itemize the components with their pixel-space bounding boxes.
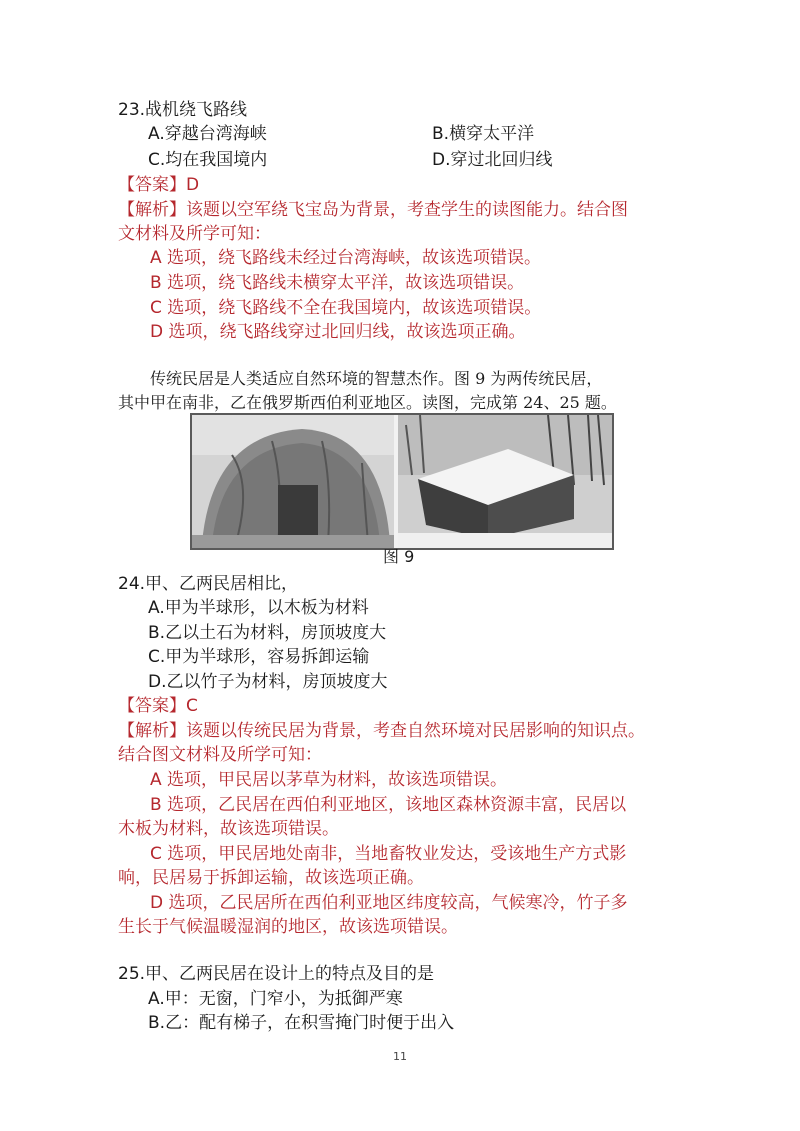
intro-line2: 其中甲在南非，乙在俄罗斯西伯利亚地区。读图，完成第 24、25 题。 xyxy=(118,393,617,412)
q25-option-a: A.甲：无窗，门窄小，为抵御严寒 xyxy=(148,989,403,1009)
answer-tag: 【答案】 xyxy=(118,175,186,195)
q23-point-c: C 选项，绕飞路线不全在我国境内，故该选项错误。 xyxy=(150,298,542,318)
q23-option-a: A.穿越台湾海峡 xyxy=(148,124,267,144)
q25-option-b: B.乙：配有梯子，在积雪掩门时便于出入 xyxy=(148,1013,455,1033)
answer-value: C xyxy=(186,696,198,716)
q24-point-d: D 选项，乙民居所在西伯利亚地区纬度较高，气候寒冷，竹子多 xyxy=(150,893,628,913)
figure-9-photos xyxy=(190,413,614,550)
q25-stem: 25.甲、乙两民居在设计上的特点及目的是 xyxy=(118,964,435,984)
q24-option-a: A.甲为半球形，以木板为材料 xyxy=(148,598,369,618)
q23-stem: 23.战机绕飞路线 xyxy=(118,100,248,120)
q24-option-c: C.甲为半球形，容易拆卸运输 xyxy=(148,647,370,667)
wooden-cabin-snow-image xyxy=(398,415,612,548)
q24-point-b-cont: 木板为材料，故该选项错误。 xyxy=(118,819,339,839)
answer-tag: 【答案】 xyxy=(118,696,186,716)
figure-caption: 图 9 xyxy=(383,547,415,566)
q23-option-d: D.穿过北回归线 xyxy=(432,150,553,170)
q24-option-d: D.乙以竹子为材料，房顶坡度大 xyxy=(148,672,388,692)
analysis-tag: 【解析】 xyxy=(118,721,186,741)
q24-analysis-line2: 结合图文材料及所学可知： xyxy=(118,745,322,765)
q23-point-d: D 选项，绕飞路线穿过北回归线，故该选项正确。 xyxy=(150,322,526,342)
q23-analysis-line2: 文材料及所学可知： xyxy=(118,224,271,244)
dwelling-jia-photo xyxy=(192,415,394,548)
q24-stem: 24.甲、乙两民居相比， xyxy=(118,574,299,594)
q24-point-d-cont: 生长于气候温暖湿润的地区，故该选项错误。 xyxy=(118,917,458,937)
q24-point-c-cont: 响，民居易于拆卸运输，故该选项正确。 xyxy=(118,868,424,888)
q23-analysis-line1 xyxy=(118,198,628,222)
page-number: 11 xyxy=(393,1050,407,1063)
q23-option-c: C.均在我国境内 xyxy=(148,150,268,170)
q24-answer xyxy=(118,694,198,718)
q23-answer xyxy=(118,173,199,197)
q23-point-b: B 选项，绕飞路线未横穿太平洋，故该选项错误。 xyxy=(150,273,525,293)
intro-line1: 传统民居是人类适应自然环境的智慧杰作。图 9 为两传统民居， xyxy=(150,369,603,388)
analysis-tag: 【解析】 xyxy=(118,200,186,220)
analysis-text: 该题以空军绕飞宝岛为背景，考查学生的读图能力。结合图 xyxy=(186,200,628,220)
analysis-text: 该题以传统民居为背景，考查自然环境对民居影响的知识点。 xyxy=(186,721,645,741)
q24-point-b: B 选项，乙民居在西伯利亚地区，该地区森林资源丰富，民居以 xyxy=(150,795,627,815)
q23-point-a: A 选项，绕飞路线未经过台湾海峡，故该选项错误。 xyxy=(150,248,542,268)
q24-option-b: B.乙以土石为材料，房顶坡度大 xyxy=(148,623,387,643)
q24-analysis-line1 xyxy=(118,719,645,743)
thatched-dome-hut-image xyxy=(192,415,394,548)
q24-point-c: C 选项，甲民居地处南非，当地畜牧业发达，受该地生产方式影 xyxy=(150,844,627,864)
q24-point-a: A 选项，甲民居以茅草为材料，故该选项错误。 xyxy=(150,770,508,790)
q23-option-b: B.横穿太平洋 xyxy=(432,124,535,144)
dwelling-yi-photo xyxy=(398,415,612,548)
answer-value: D xyxy=(186,175,200,195)
